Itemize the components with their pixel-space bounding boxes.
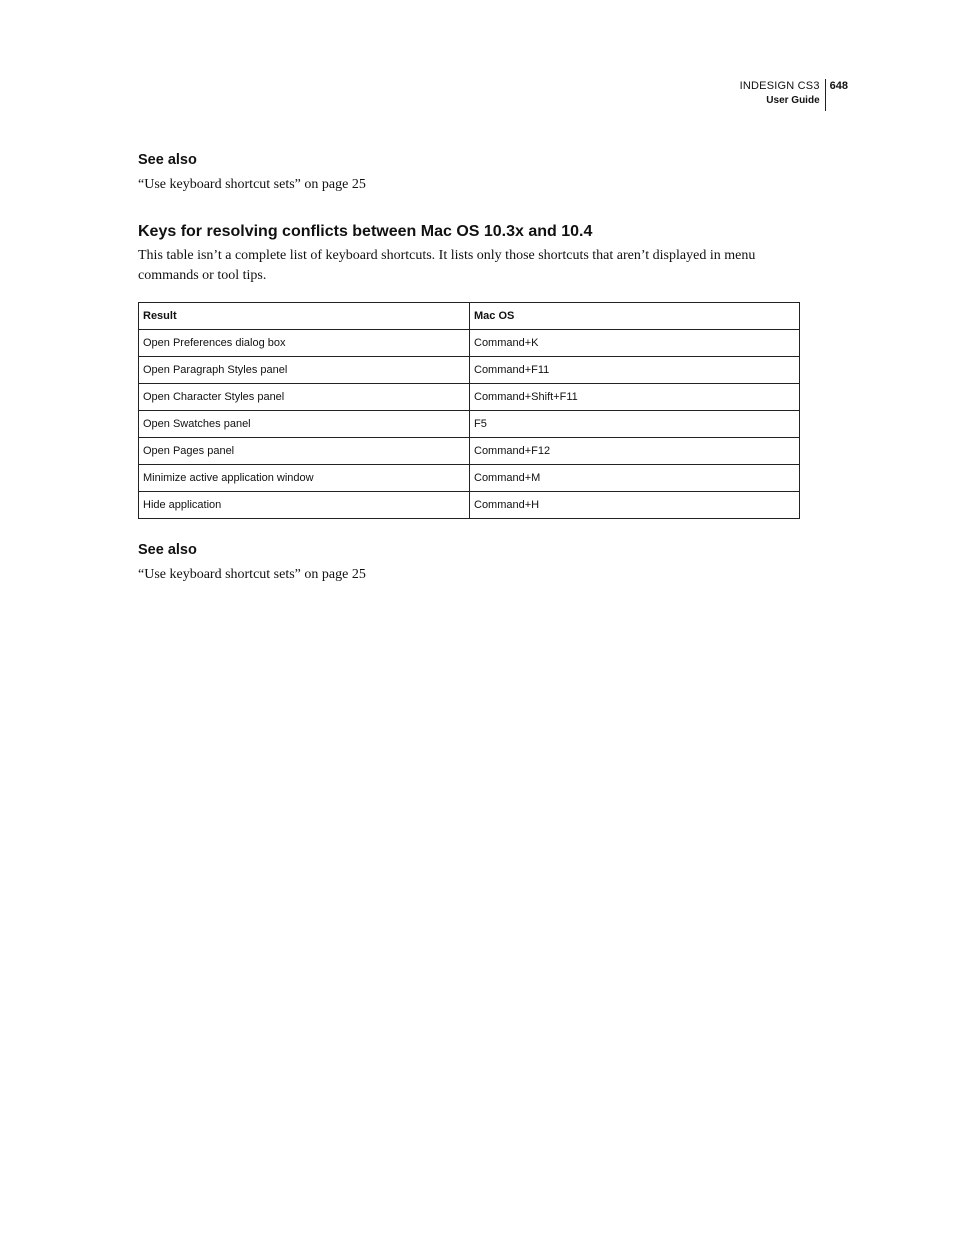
section-intro: This table isn’t a complete list of keyboard shortcuts. It lists only those shortcuts that aren’t displayed in menu commands or tool tips. bbox=[138, 248, 756, 283]
column-header-result: Result bbox=[139, 303, 470, 330]
cell-shortcut: Command+K bbox=[470, 330, 800, 357]
product-name: INDESIGN CS3 bbox=[739, 80, 820, 92]
page-number: 648 bbox=[829, 80, 848, 92]
cell-result: Open Paragraph Styles panel bbox=[139, 357, 470, 384]
table-header-row bbox=[139, 303, 800, 330]
cell-result: Minimize active application window bbox=[139, 465, 470, 492]
table-row bbox=[139, 438, 800, 465]
running-header-title-block bbox=[740, 79, 826, 111]
cell-result: Open Character Styles panel bbox=[139, 384, 470, 411]
table-row bbox=[139, 384, 800, 411]
cell-result: Hide application bbox=[139, 492, 470, 519]
table-row bbox=[139, 411, 800, 438]
see-also-heading: See also bbox=[138, 542, 197, 558]
cell-result: Open Preferences dialog box bbox=[139, 330, 470, 357]
cell-result: Open Pages panel bbox=[139, 438, 470, 465]
cell-shortcut: Command+H bbox=[470, 492, 800, 519]
cell-shortcut: Command+F11 bbox=[470, 357, 800, 384]
column-header-mac-os: Mac OS bbox=[470, 303, 800, 330]
cell-result: Open Swatches panel bbox=[139, 411, 470, 438]
page-content bbox=[138, 150, 800, 585]
see-also-link[interactable]: “Use keyboard shortcut sets” on page 25 bbox=[138, 177, 366, 192]
running-header bbox=[740, 79, 848, 111]
see-also-section bbox=[138, 540, 800, 585]
shortcuts-table bbox=[138, 302, 800, 519]
table-row bbox=[139, 357, 800, 384]
guide-name: User Guide bbox=[766, 95, 820, 106]
table-row bbox=[139, 330, 800, 357]
cell-shortcut: Command+Shift+F11 bbox=[470, 384, 800, 411]
see-also-link[interactable]: “Use keyboard shortcut sets” on page 25 bbox=[138, 567, 366, 582]
cell-shortcut: Command+M bbox=[470, 465, 800, 492]
section-heading: Keys for resolving conflicts between Mac OS 10.3x and 10.4 bbox=[138, 223, 593, 240]
table-row bbox=[139, 492, 800, 519]
table-row bbox=[139, 465, 800, 492]
cell-shortcut: Command+F12 bbox=[470, 438, 800, 465]
see-also-heading: See also bbox=[138, 152, 197, 168]
cell-shortcut: F5 bbox=[470, 411, 800, 438]
